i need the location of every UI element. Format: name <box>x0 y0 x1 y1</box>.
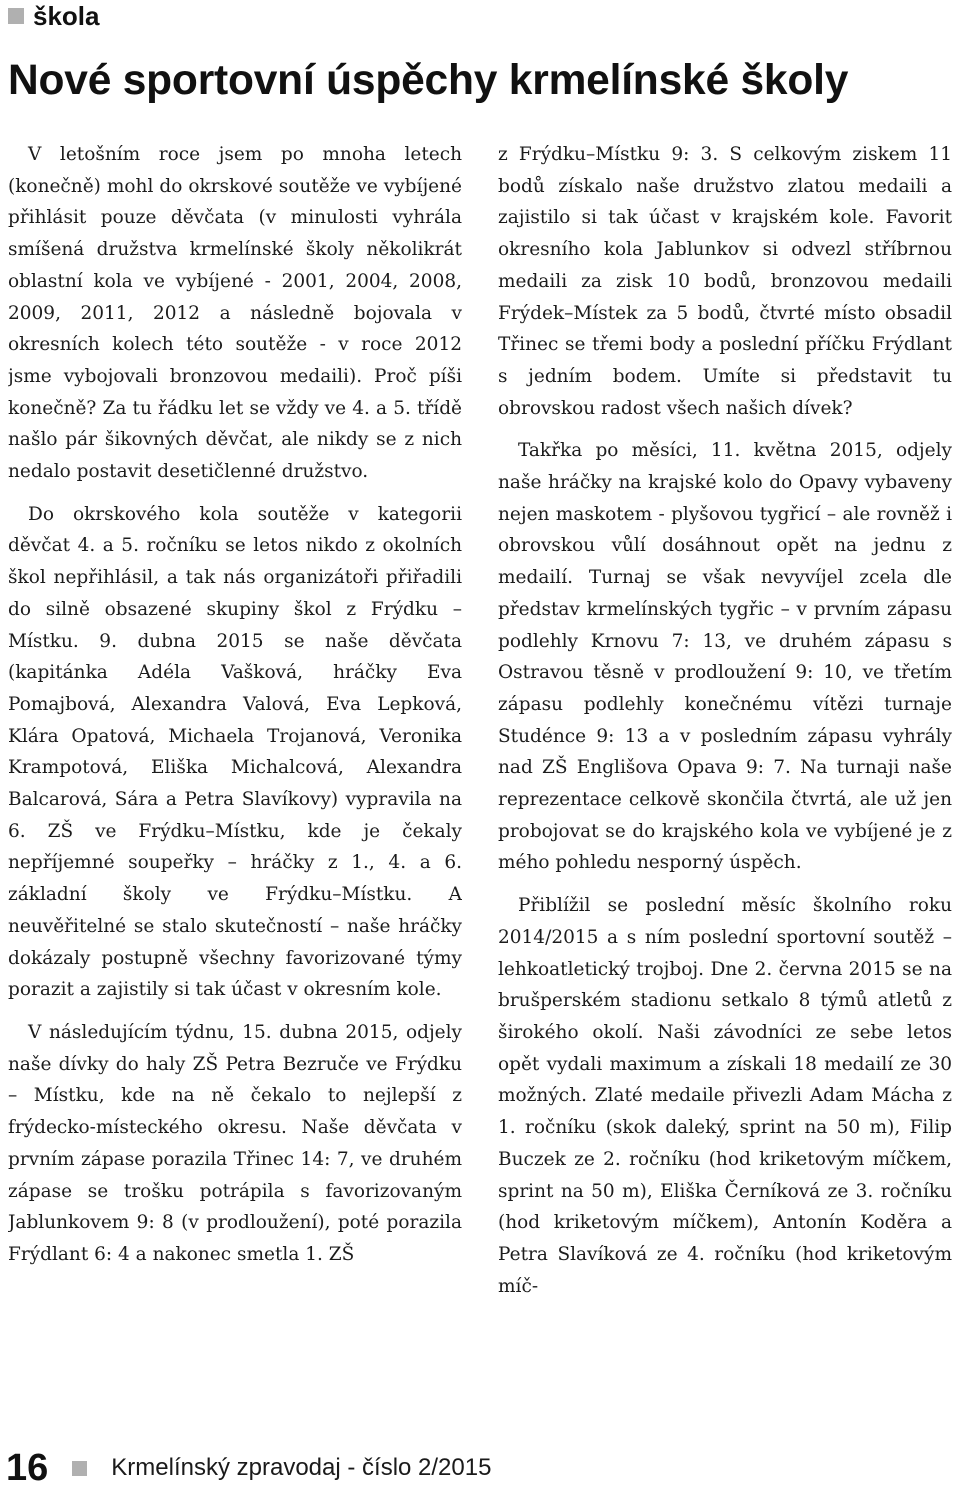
page-number: 16 <box>6 1446 49 1489</box>
paragraph: Takřka po měsíci, 11. května 2015, odjely naše hráčky na krajské kolo do Opavy vybaveny nejen maskotem - plyšovou tygřicí – ale rovněž i obrovskou vůlí dosáhnout opět na jednu z medailí. Turnaj se však nevyvíjel zcela dle představ krmelínských tygřic – v prvním zápasu podlehly Krnovu 7: 13, ve druhém zápasu s Ostravou těsně v prodloužení 9: 10, ve třetím zápasu podlehly konečnému vítězi turnaje Studénce 9: 13 a v posledním zápasu vyhrály nad ZŠ Englišova Opava 9: 7. Na turnaji naše reprezentace celkově skončila čtvrtá, ale už jen probojovat se do krajského kola ve vybíjené je z mého pohledu nesporný úspěch. <box>498 440 952 874</box>
paragraph: V následujícím týdnu, 15. dubna 2015, odjely naše dívky do haly ZŠ Petra Bezruče ve Frýdku – Místku, kde na ně čekalo to nejlepší z frýdecko-místeckého okresu. Naše děvčata v prvním zápase porazila Třinec 14: 7, ve druhém zápase se trošku potrápila s favorizovaným Jablunkovem 9: 8 (v prodloužení), poté porazila Frýdlant 6: 4 a nakonec smetla 1. ZŠ <box>8 1021 462 1265</box>
paragraph: Přiblížil se poslední měsíc školního roku 2014/2015 a s ním poslední sportovní soutěž – lehkoatletický trojboj. Dne 2. června 2015 se na brušperském stadionu setkalo 8 týmů atletů z širokého okolí. Naši závodníci ze sebe letos opět vydali maximum a získali 18 medailí ze 30 možných. Zlaté medaile přivezli Adam Mácha z 1. ročníku (skok daleký, sprint na 50 m), Filip Buczek ze 2. ročníku (hod kriketovým míčkem, sprint na 50 m), Eliška Černíková ze 3. ročníku (hod kriketovým míčkem), Antonín Koděra a Petra Slavíková ze 4. ročníku (hod kriketovým míč- <box>498 895 952 1297</box>
section-label: škola <box>33 0 100 31</box>
paragraph: Do okrskového kola soutěže v kategorii děvčat 4. a 5. ročníku se letos nikdo z okolních škol nepřihlásil, a tak nás organizátoři přiřadili do silně obsazené skupiny škol z Frýdku – Místku. 9. dubna 2015 se naše děvčata (kapitánka Adéla Vašková, hráčky Eva Pomajbová, Alexandra Valová, Eva Lepková, Klára Opatová, Michaela Trojanová, Veronika Krampotová, Eliška Michalcová, Alexandra Balcarová, Sára a Petra Slavíkovy) vypravila na 6. ZŠ ve Frýdku–Místku, kde je čekaly nepříjemné soupeřky – hráčky z 1., 4. a 6. základní školy ve Frýdku–Místku. A neuvěřitelné se stalo skutečností – naše hráčky dokázaly postupně všechny favorizované týmy porazit a zajistily si tak účast v okresním kole. <box>8 503 462 1001</box>
article-title: Nové sportovní úspěchy krmelínské školy <box>8 57 849 104</box>
paragraph: V letošním roce jsem po mnoha letech (konečně) mohl do okrskové soutěže ve vybíjené přihlásit pouze děvčata (v minulosti vyhrála smíšená družstva krmelínské školy několikrát oblastní kola ve vybíjené - 2001, 2004, 2008, 2009, 2011, 2012 a následně bojovala v okresních kolech této soutěže - v roce 2012 jsme vybojovali bronzovou medaili). Proč píši konečně? Za tu řádku let se vždy ve 4. a 5. třídě našlo pár šikovných děvčat, ale nikdy se z nich nedalo postavit desetičlenné družstvo. <box>8 144 462 483</box>
publication-name: Krmelínský zpravodaj - číslo 2/2015 <box>111 1454 492 1481</box>
section-header <box>8 0 100 32</box>
square-bullet-icon <box>72 1461 87 1476</box>
paragraph: z Frýdku–Místku 9: 3. S celkovým ziskem 11 bodů získalo naše družstvo zlatou medaili a zajistilo si tak účast v krajském kole. Favorit okresního kola Jablunkov si odvezl stříbrnou medaili za zisk 10 bodů, bronzovou medaili Frýdek–Místek za 5 bodů, čtvrté místo obsadil Třinec se třemi body a poslední příčku Frýdlant s jedním bodem. Umíte si představit tu obrovskou radost všech našich dívek? <box>498 144 952 419</box>
article-column-right <box>498 139 952 1439</box>
page-footer <box>6 1446 491 1490</box>
article-column-left <box>8 139 462 1439</box>
square-bullet-icon <box>8 8 24 24</box>
